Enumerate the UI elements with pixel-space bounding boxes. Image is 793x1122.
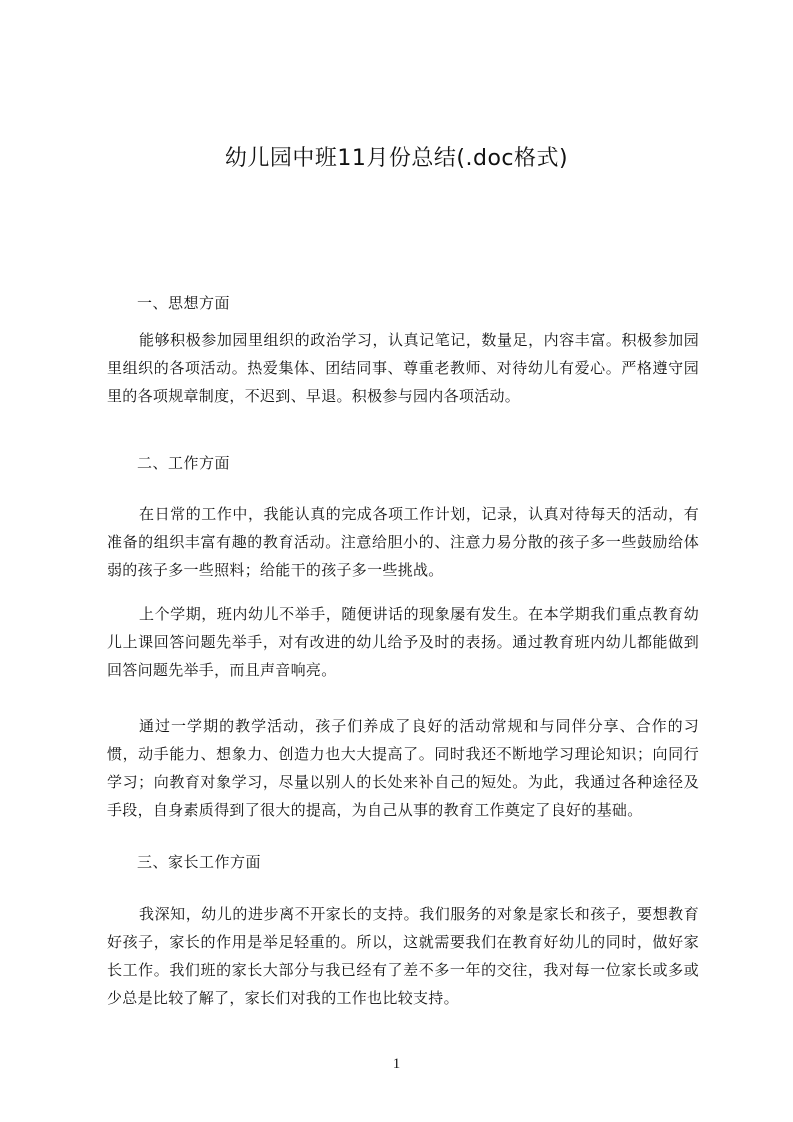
paragraph-work-daily: 在日常的工作中，我能认真的完成各项工作计划，记录，认真对待每天的活动，有准备的组织丰富有趣的教育活动。注意给胆小的、注意力易分散的孩子多一些鼓励给体弱的孩子多一些照料；给能干的孩子多一些挑战。 <box>107 505 699 579</box>
paragraph-work-semester: 通过一学期的教学活动，孩子们养成了良好的活动常规和与同伴分享、合作的习惯，动手能力、想象力、创造力也大大提高了。同时我还不断地学习理论知识；向同行学习；向教育对象学习，尽量以别人的长处来补自己的短处。为此，我通过各种途径及手段，自身素质得到了很大的提高，为自己从事的教育工作奠定了良好的基础。 <box>107 717 699 819</box>
section-heading-thought: 一、思想方面 <box>137 294 231 312</box>
paragraph-work-raise-hands: 上个学期，班内幼儿不举手，随便讲话的现象屡有发生。在本学期我们重点教育幼儿上课回答问题先举手，对有改进的幼儿给予及时的表扬。通过教育班内幼儿都能做到回答问题先举手，而且声音响亮。 <box>107 605 699 679</box>
paragraph-thought: 能够积极参加园里组织的政治学习，认真记笔记，数量足，内容丰富。积极参加园里组织的各项活动。热爱集体、团结同事、尊重老教师、对待幼儿有爱心。严格遵守园里的各项规章制度，不迟到、早退。积极参与园内各项活动。 <box>107 331 699 405</box>
document-title: 幼儿园中班11月份总结(.doc格式) <box>224 146 569 171</box>
section-heading-parents: 三、家长工作方面 <box>137 853 262 871</box>
paragraph-parents: 我深知，幼儿的进步离不开家长的支持。我们服务的对象是家长和孩子，要想教育好孩子，家长的作用是举足轻重的。所以，这就需要我们在教育好幼儿的同时，做好家长工作。我们班的家长大部分与我已经有了差不多一年的交往，我对每一位家长或多或少总是比较了解了，家长们对我的工作也比较支持。 <box>107 905 699 1007</box>
page-number: 1 <box>392 1056 401 1072</box>
section-heading-work: 二、工作方面 <box>137 454 231 472</box>
